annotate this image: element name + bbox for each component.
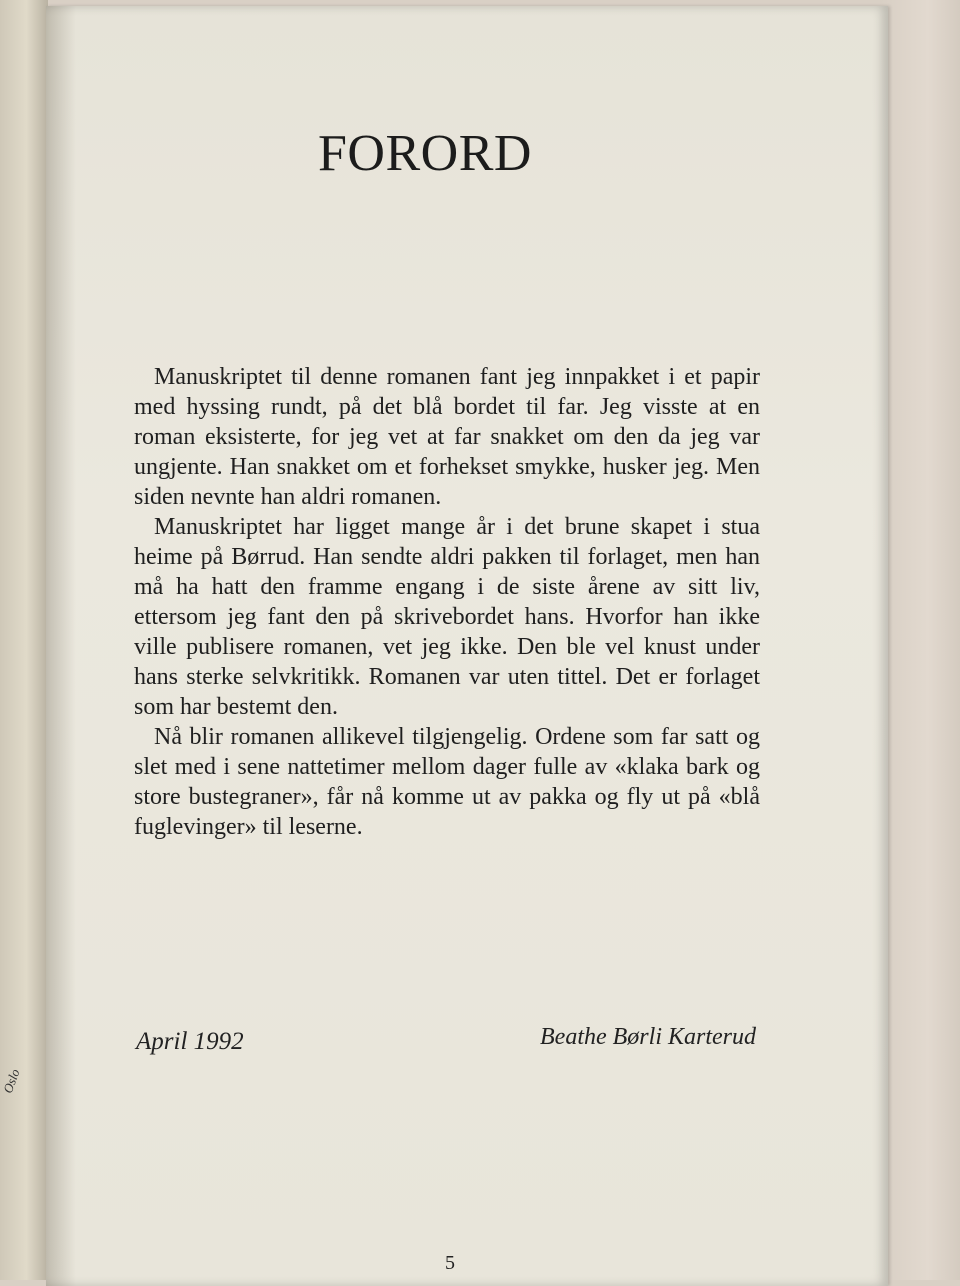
date: April 1992 (136, 1028, 244, 1055)
table-surface (880, 0, 960, 1280)
left-page-edge-text: Oslo (0, 1066, 23, 1096)
gutter-shadow (46, 6, 76, 1286)
foreword-body (134, 362, 760, 842)
author-signature: Beathe Børli Karterud (540, 1024, 756, 1050)
paragraph: Nå blir romanen allikevel tilgjengelig. Ordene som far satt og slet med i sene nattetimer mellom dager fulle av «klaka bark og store bustegraner», får nå komme ut av pakka og fly ut på «blå fuglevinger» til leserne. (134, 724, 760, 840)
paragraph: Manuskriptet til denne romanen fant jeg innpakket i et papir med hyssing rundt, på det blå bordet til far. Jeg visste at en roman eksisterte, for jeg vet at far snakket om den da jeg var ungjente. Han snakket om et forhekset smykke, husker jeg. Men siden nevnte han aldri romanen. (134, 364, 760, 510)
book-page (46, 6, 888, 1286)
paragraph: Manuskriptet har ligget mange år i det brune skapet i stua heime på Børrud. Han sendte aldri pakken til forlaget, men han må ha hatt den framme engang i de siste årene av sitt liv, ettersom jeg fant den på skrivebordet hans. Hvorfor han ikke ville publisere romanen, vet jeg ikke. Den ble vel knust under hans sterke selvkritikk. Romanen var uten tittel. Det er forlaget som har bestemt den. (134, 514, 760, 720)
left-page-edge (0, 0, 48, 1280)
page-number: 5 (445, 1252, 455, 1274)
page-title: FORORD (318, 125, 532, 182)
